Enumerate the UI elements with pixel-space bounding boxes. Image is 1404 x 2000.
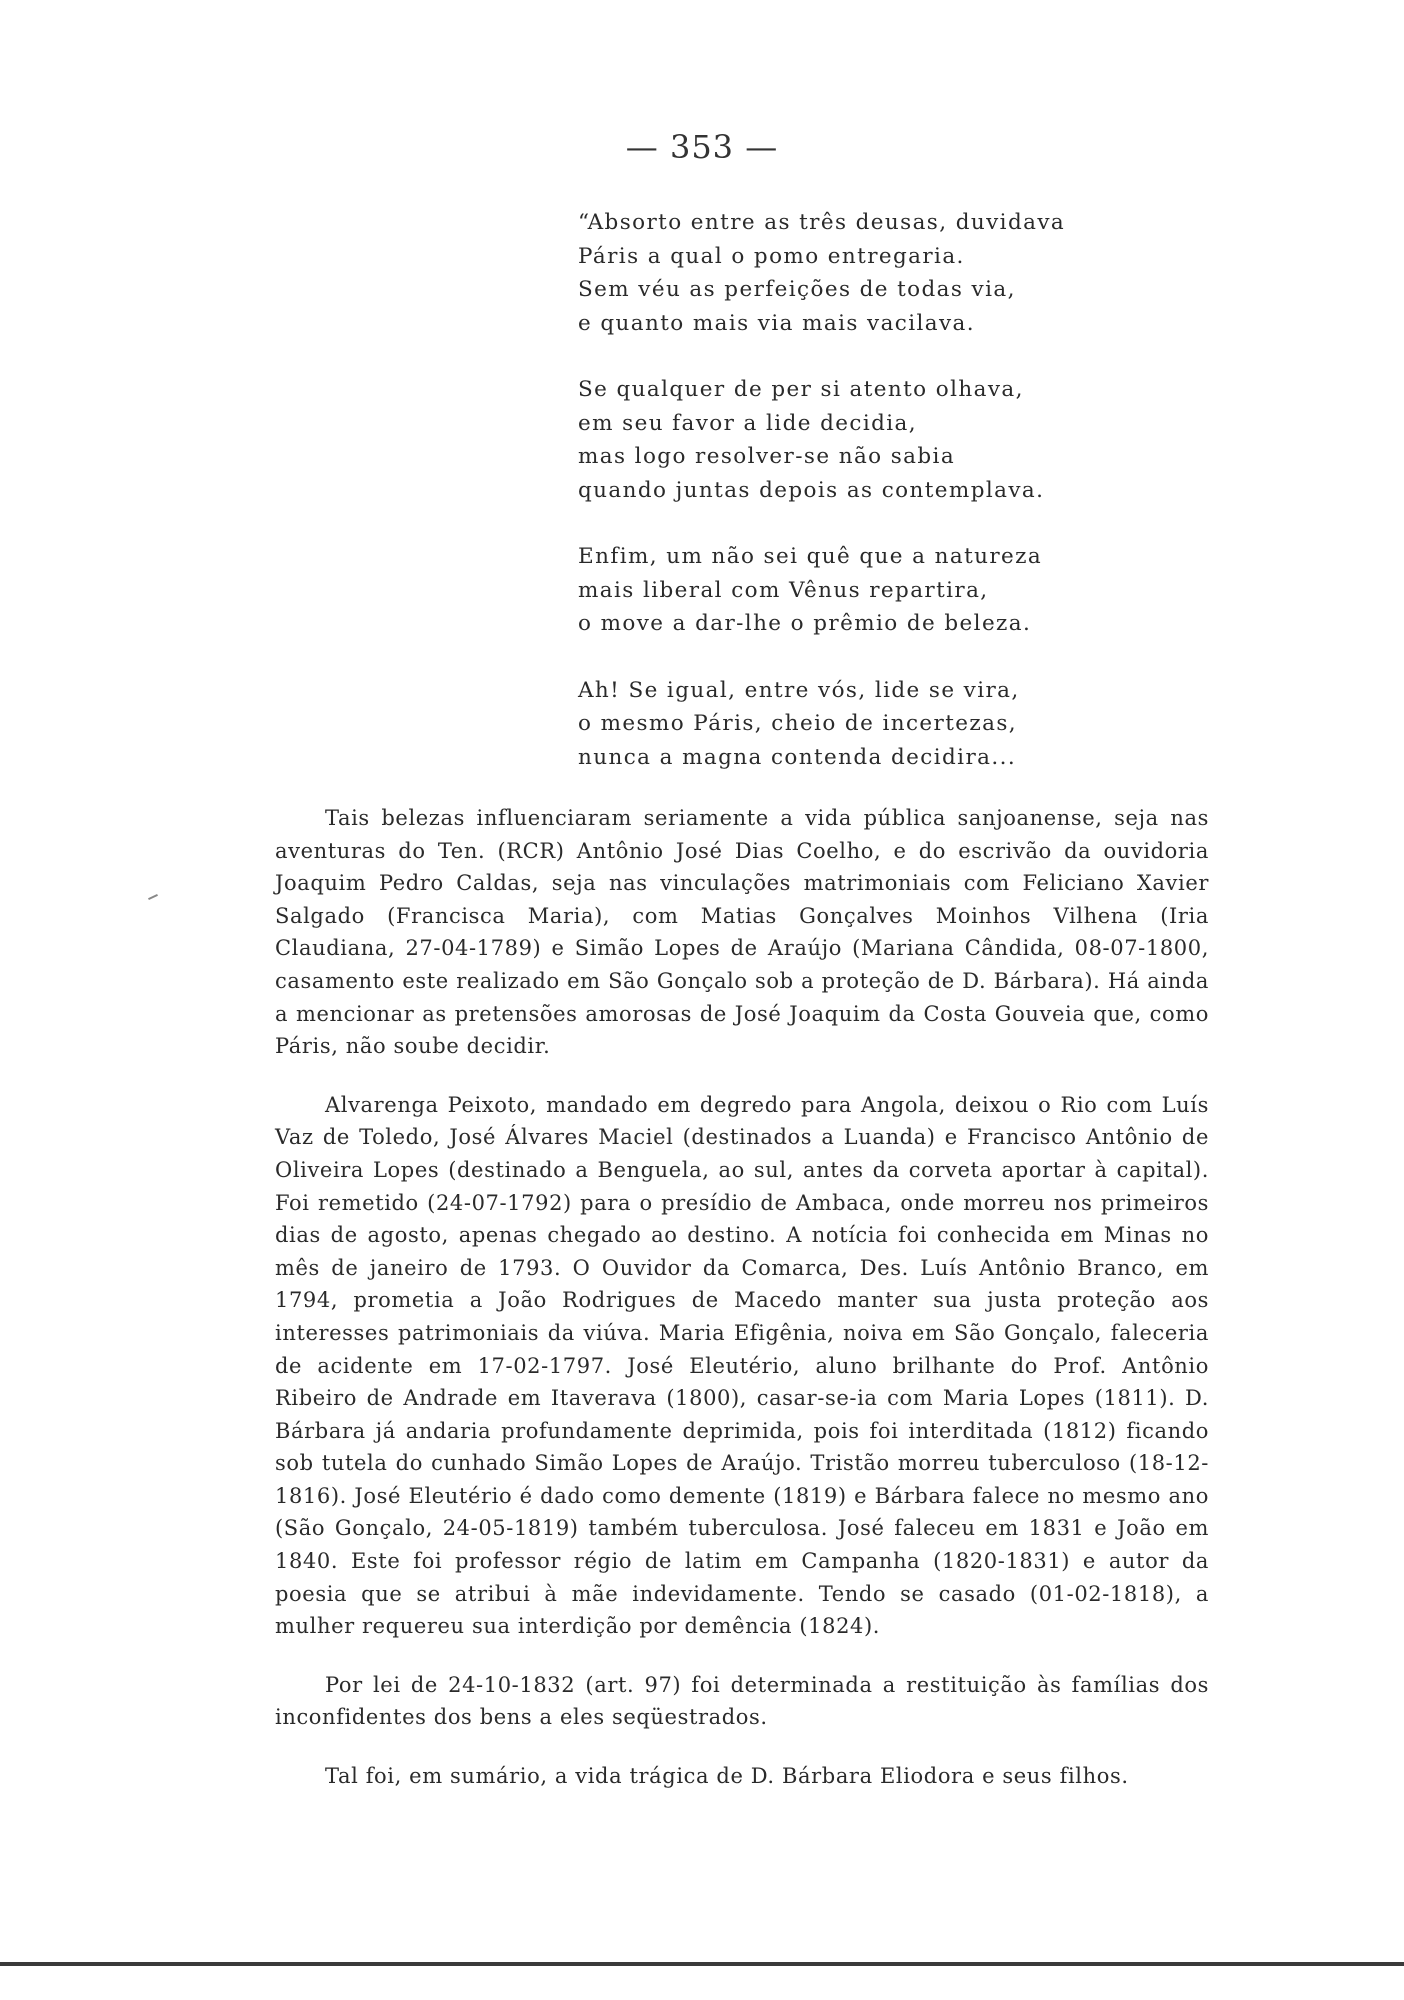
poem-stanza-1 xyxy=(578,206,1065,340)
page-number: — 353 — xyxy=(625,128,779,166)
paragraph: Por lei de 24-10-1832 (art. 97) foi determinada a restituição às famílias dos inconfidentes dos bens a eles seqüestrados. xyxy=(275,1672,1209,1730)
poem-stanza-3 xyxy=(578,540,1065,641)
body-text xyxy=(275,802,1209,1819)
poem-stanza-2 xyxy=(578,373,1065,507)
poem-line: quando juntas depois as contemplava. xyxy=(578,477,1045,503)
poem xyxy=(578,206,1065,807)
poem-line: e quanto mais via mais vacilava. xyxy=(578,310,975,336)
poem-line: Sem véu as perfeições de todas via, xyxy=(578,277,1016,302)
poem-line: Enfim, um não sei quê que a natureza xyxy=(578,544,1043,569)
poem-line: Ah! Se igual, entre vós, lide se vira, xyxy=(578,677,1020,703)
poem-line: mas logo resolver-se não sabia xyxy=(578,444,956,469)
poem-line: o move a dar-lhe o prêmio de beleza. xyxy=(578,611,1032,636)
poem-line: nunca a magna contenda decidira... xyxy=(578,744,1017,770)
poem-line: “Absorto entre as três deusas, duvidava xyxy=(578,210,1066,235)
poem-line: Páris a qual o pomo entregaria. xyxy=(578,243,965,269)
poem-line: Se qualquer de per si atento olhava, xyxy=(578,377,1024,402)
paragraph: Alvarenga Peixoto, mandado em degredo para Angola, deixou o Rio com Luís Vaz de Toledo, José Álvares Maciel (destinados a Luanda) e Francisco Antônio de Oliveira Lopes (destinado a Benguela, ao sul, antes da corveta aportar à capital). Foi remetido (24-07-1792) para o presídio de Ambaca, onde morreu nos primeiros dias de agosto, apenas chegado ao destino. A notícia foi conhecida em Minas no mês de janeiro de 1793. O Ouvidor da Comarca, Des. Luís Antônio Branco, em 1794, prometia a João Rodrigues de Macedo manter sua justa proteção aos interesses patrimoniais da viúva. Maria Efigênia, noiva em São Gonçalo, faleceria de acidente em 17-02-1797. José Eleutério, aluno brilhante do Prof. Antônio Ribeiro de Andrade em Itaverava (1800), casar-se-ia com Maria Lopes (1811). D. Bárbara já andaria profundamente deprimida, pois foi interditada (1812) ficando sob tutela do cunhado Simão Lopes de Araújo. Tristão morreu tuberculoso (18-12-1816). José Eleutério é dado como demente (1819) e Bárbara falece no mesmo ano (São Gonçalo, 24-05-1819) também tuberculosa. José faleceu em 1831 e João em 1840. Este foi professor régio de latim em Campanha (1820-1831) e autor da poesia que se atribui à mãe indevidamente. Tendo se casado (01-02-1818), a mulher requereu sua interdição por demência (1824). xyxy=(275,1092,1209,1639)
paragraph: Tal foi, em sumário, a vida trágica de D. Bárbara Eliodora e seus filhos. xyxy=(325,1764,1129,1789)
bottom-edge-rule xyxy=(0,1962,1404,1966)
poem-line: mais liberal com Vênus repartira, xyxy=(578,577,989,603)
poem-line: em seu favor a lide decidia, xyxy=(578,410,917,436)
poem-stanza-4 xyxy=(578,674,1065,775)
paragraph: Tais belezas influenciaram seriamente a vida pública sanjoanense, seja nas aventuras do Ten. (RCR) Antônio José Dias Coelho, e do escrivão da ouvidoria Joaquim Pedro Caldas, seja nas vinculações matrimoniais com Feliciano Xavier Salgado (Francisca Maria), com Matias Gonçalves Moinhos Vilhena (Iria Claudiana, 27-04-1789) e Simão Lopes de Araújo (Mariana Cândida, 08-07-1800, casamento este realizado em São Gonçalo sob a proteção de D. Bárbara). Há ainda a mencionar as pretensões amorosas de José Joaquim da Costa Gouveia que, como Páris, não soube decidir. xyxy=(275,806,1209,1059)
margin-mark xyxy=(148,894,158,900)
poem-line: o mesmo Páris, cheio de incertezas, xyxy=(578,711,1017,736)
